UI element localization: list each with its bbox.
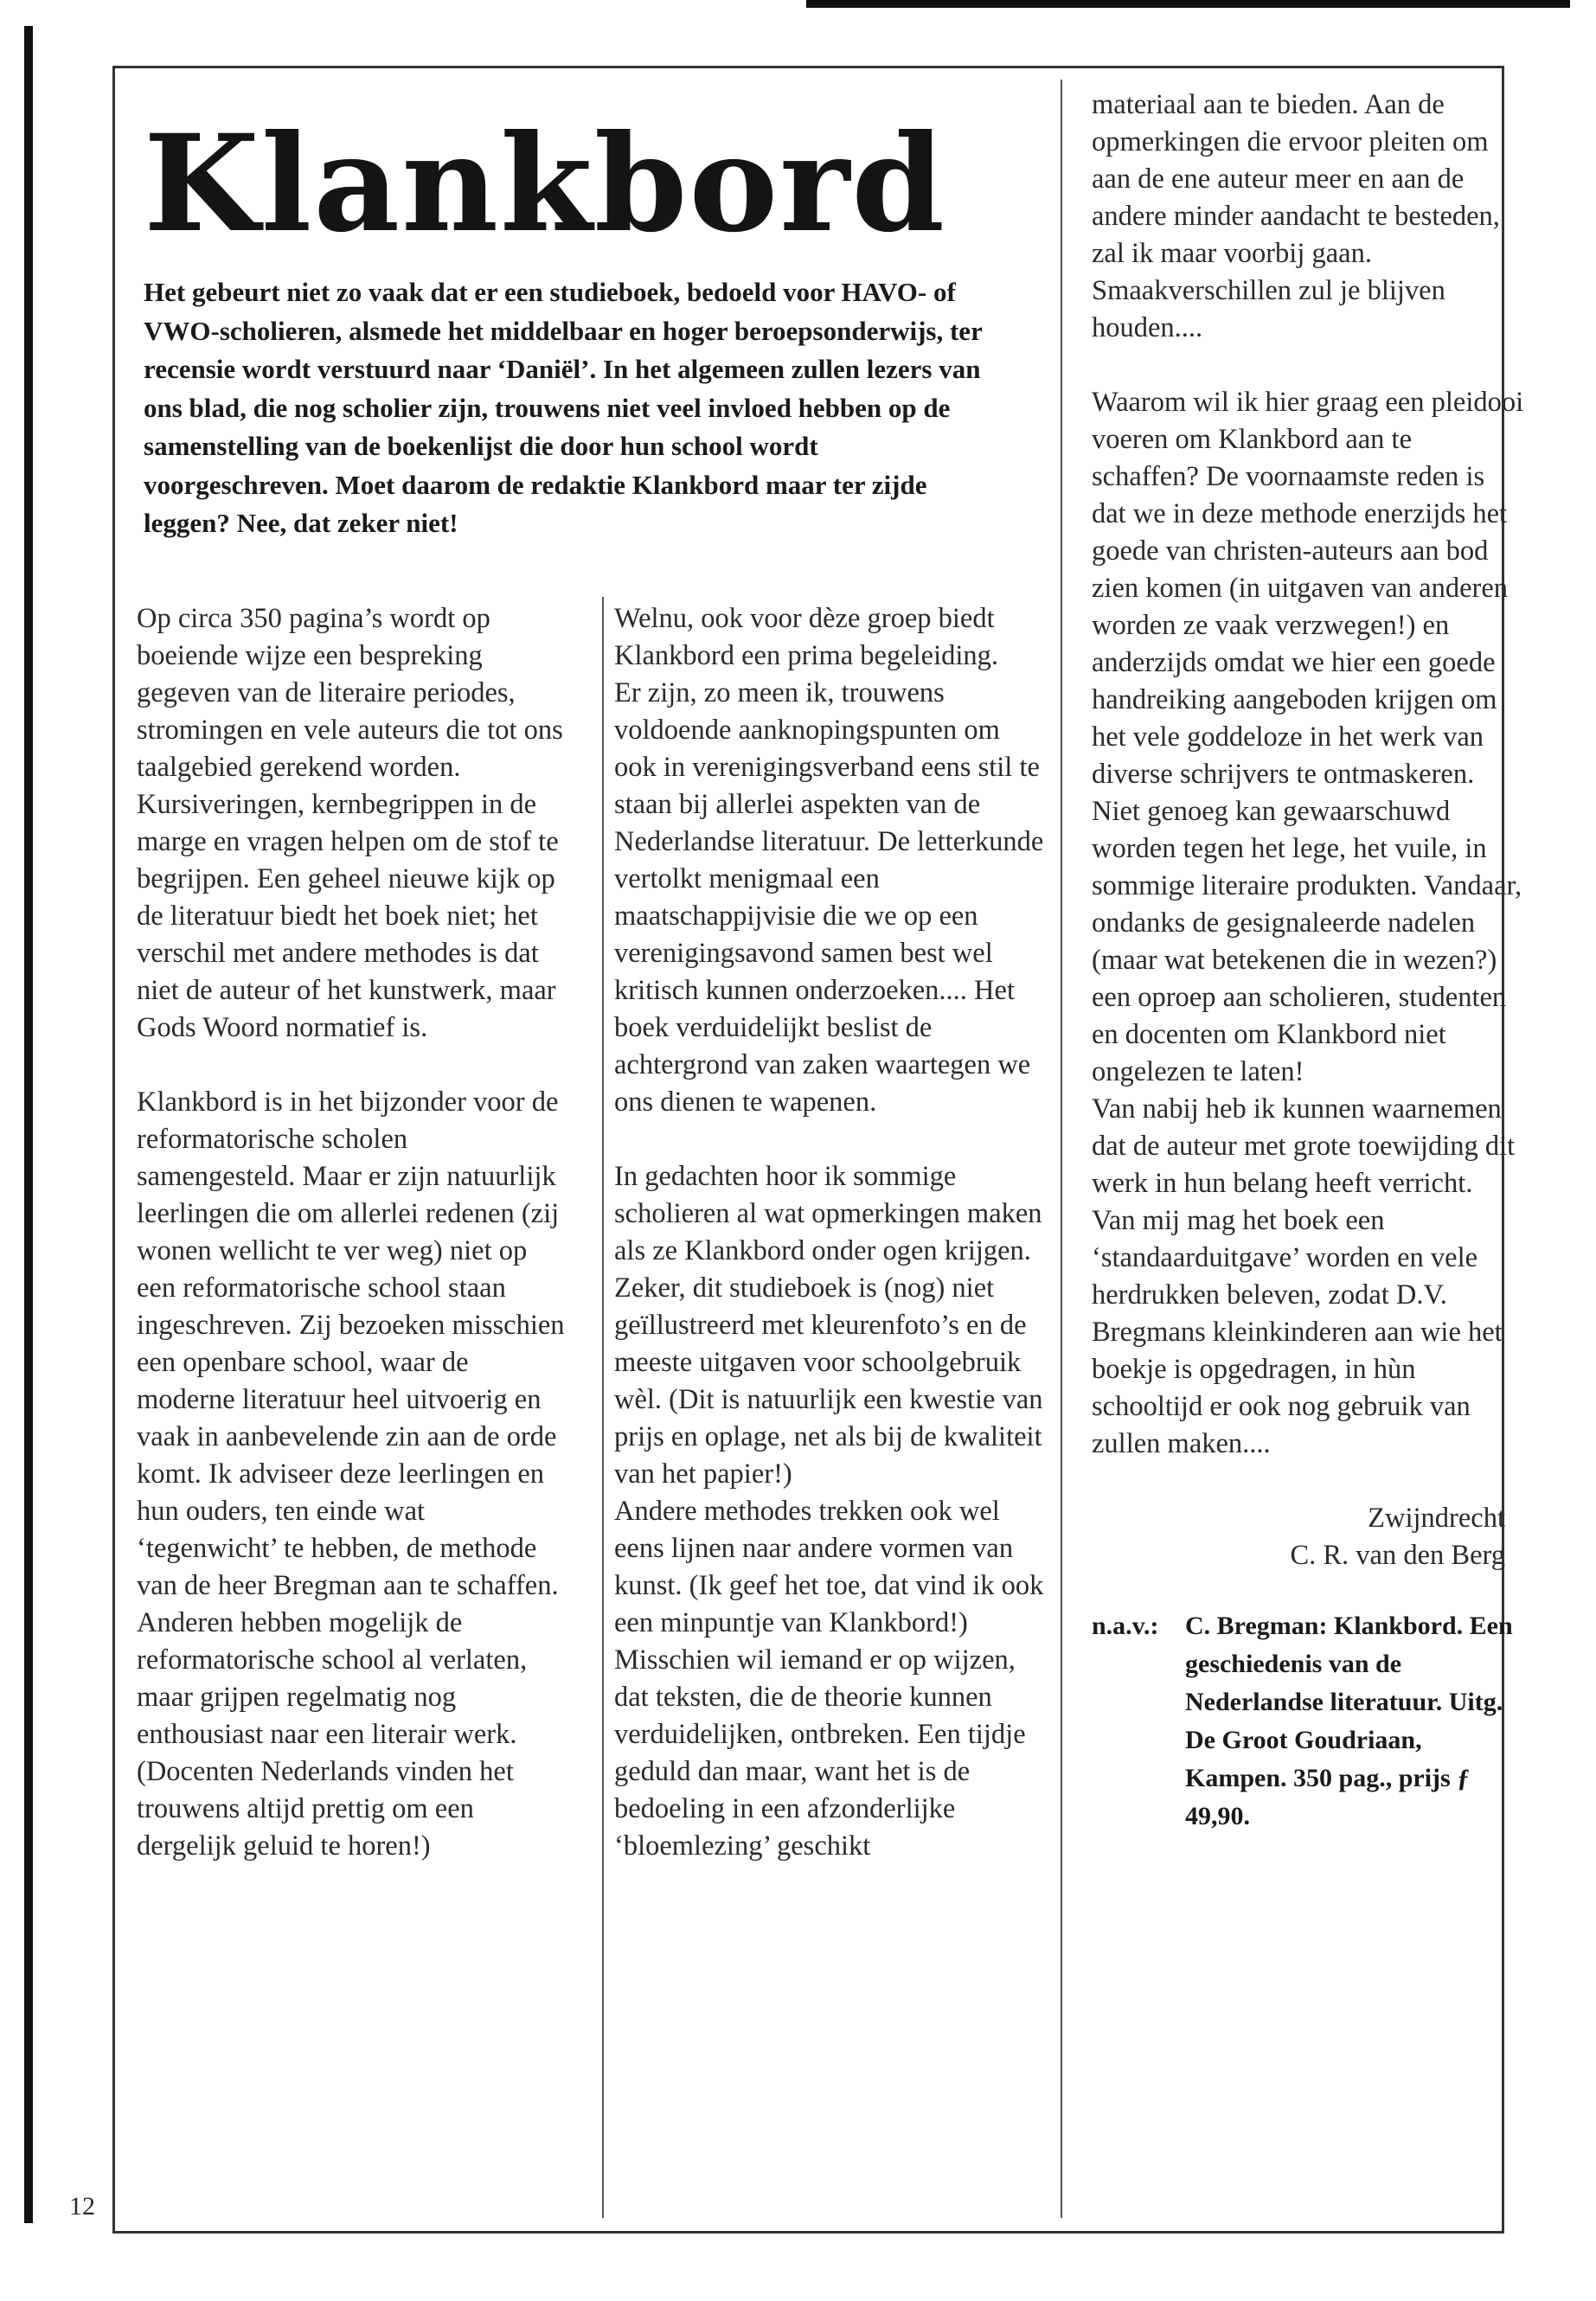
header-rule — [806, 0, 1570, 8]
book-reference-text: C. Bregman: Klankbord. Een geschiedenis van de Nederlandse literatuur. Uitg. De Groot Goudriaan, Kampen. 350 pag., prijs ƒ 49,90. — [1185, 1612, 1513, 1830]
signature — [1092, 1500, 1524, 1574]
page-number: 12 — [69, 2192, 95, 2221]
text-column-3 — [1092, 87, 1524, 1836]
column-divider-2 — [1061, 80, 1062, 2218]
paragraph: Op circa 350 pagina’s wordt op boeiende wijze een bespreking gegeven van de literaire periodes, stromingen en vele auteurs die tot ons taalgebied gerekend worden. Kursiveringen, kernbegrippen in de marge en vragen helpen om de stof te begrijpen. Een geheel nieuwe kijk op de literatuur biedt het boek niet; het verschil met andere methodes is dat niet de auteur of het kunstwerk, maar Gods Woord normatief is. — [137, 603, 563, 1043]
text-column-1 — [137, 600, 569, 1865]
paragraph: Welnu, ook voor dèze groep biedt Klankbord een prima begeleiding. — [614, 603, 999, 671]
binding-edge — [24, 26, 33, 2223]
article-intro: Het gebeurt niet zo vaak dat er een studieboek, bedoeld voor HAVO- of VWO-scholieren, alsmede het middelbaar en hoger beroepsonderwijs, ter recensie wordt verstuurd naar ‘Daniël’. In het algemeen zullen lezers van ons blad, die nog scholier zijn, trouwens niet veel invloed hebben op de samenstelling van de boekenlijst die door hun school wordt voorgeschreven. Moet daarom de redaktie Klankbord maar ter zijde leggen? Nee, dat zeker niet! — [144, 277, 983, 538]
column-divider-1 — [602, 597, 604, 2218]
article-title: Klankbord — [144, 106, 947, 262]
paragraph: Van mij mag het boek een ‘standaarduitgave’ worden en vele herdrukken beleven, zodat D.V. Bregmans kleinkinderen aan wie het boekje is opgedragen, in hùn schooltijd er ook nog gebruik van zullen maken.... — [1092, 1205, 1503, 1459]
paragraph: materiaal aan te bieden. Aan de opmerkingen die ervoor pleiten om aan de ene auteur meer en aan de andere minder aandacht te besteden, zal ik maar voorbij gaan. Smaakverschillen zul je blijven houden.... — [1092, 89, 1500, 343]
paragraph: Waarom wil ik hier graag een pleidooi voeren om Klankbord aan te schaffen? De voornaamste reden is dat we in deze methode enerzijds het goede van christen-auteurs aan bod zien komen (in uitgaven van anderen worden ze vaak verzwegen!) en anderzijds omdat we hier een goede handreiking aangeboden krijgen om het vele goddeloze in het werk van diverse schrijvers te ontmaskeren. Niet genoeg kan gewaarschuwd worden tegen het lege, het vuile, in sommige literaire produkten. Vandaar, ondanks de gesignaleerde nadelen (maar wat betekenen die in wezen?) een oproep aan scholieren, studenten en docenten om Klankbord niet ongelezen te laten! — [1092, 387, 1524, 1087]
paragraph: Anderen hebben mogelijk de reformatorische school al verlaten, maar grijpen regelmatig nog enthousiast naar een literair werk. (Docenten Nederlands vinden het trouwens altijd prettig om een dergelijk geluid te horen!) — [137, 1607, 528, 1862]
paragraph: Van nabij heb ik kunnen waarnemen dat de auteur met grote toewijding dit werk in hun belang heeft verricht. — [1092, 1093, 1516, 1199]
paragraph: Klankbord is in het bijzonder voor de reformatorische scholen samengesteld. Maar er zijn natuurlijk leerlingen die om allerlei redenen (zij wonen wellicht te ver weg) niet op een reformatorische school staan ingeschreven. Zij bezoeken misschien een openbare school, waar de moderne literatuur heel uitvoerig en vaak in aanbevelende zin aan de orde komt. Ik adviseer deze leerlingen en hun ouders, ten einde wat ‘tegenwicht’ te hebben, de methode van de heer Bregman aan te schaffen. — [137, 1086, 565, 1601]
paragraph: Er zijn, zo meen ik, trouwens voldoende aanknopingspunten om ook in verenigingsverband eens stil te staan bij allerlei aspekten van de Nederlandse literatuur. De letterkunde vertolkt menigmaal een maatschappijvisie die we op een verenigingsavond samen best wel kritisch kunnen onderzoeken.... Het boek verduidelijkt beslist de achtergrond van zaken waartegen we ons dienen te wapenen. — [614, 677, 1044, 1118]
book-reference-prefix: n.a.v.: — [1092, 1612, 1159, 1640]
book-reference — [1092, 1607, 1524, 1836]
signature-author: C. R. van den Berg — [1290, 1540, 1505, 1571]
signature-place: Zwijndrecht — [1368, 1503, 1505, 1534]
text-column-2 — [614, 600, 1047, 1865]
paragraph: Andere methodes trekken ook wel eens lijnen naar andere vormen van kunst. (Ik geef het toe, dat vind ik ook een minpuntje van Klankbord!) Misschien wil iemand er op wijzen, dat teksten, die de theorie kunnen verduidelijken, ontbreken. Een tijdje geduld dan maar, want het is de bedoeling in een afzonderlijke ‘bloemlezing’ geschikt — [614, 1496, 1044, 1862]
paragraph: In gedachten hoor ik sommige scholieren al wat opmerkingen maken als ze Klankbord onder ogen krijgen. Zeker, dit studieboek is (nog) niet geïllustreerd met kleurenfoto’s en de meeste uitgaven voor schoolgebruik wèl. (Dit is natuurlijk een kwestie van prijs en oplage, net als bij de kwaliteit van het papier!) — [614, 1161, 1043, 1490]
